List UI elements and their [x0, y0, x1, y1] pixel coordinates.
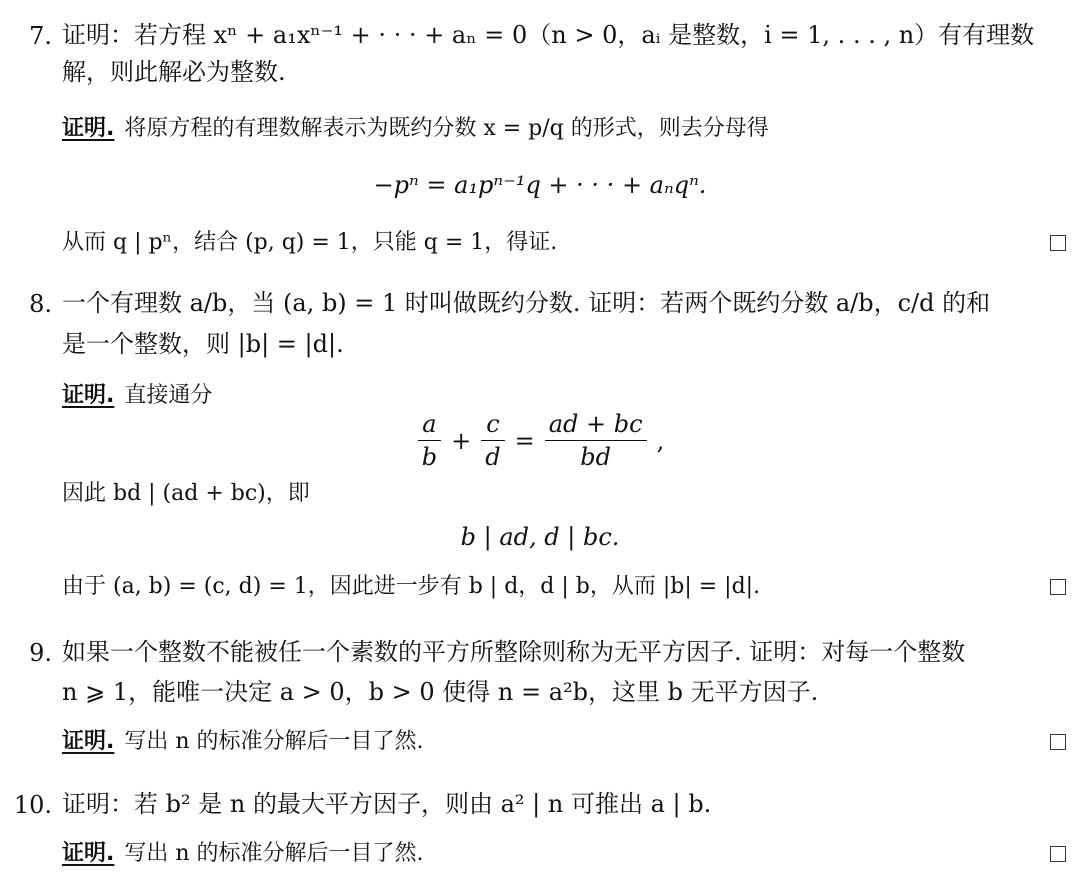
problem-number: 8.	[29, 290, 52, 318]
fraction-numerator: a	[418, 410, 441, 441]
proof-heading: 证明.	[62, 729, 115, 754]
problem-number: 9.	[29, 639, 52, 667]
fraction-numerator: c	[481, 410, 504, 441]
proof-text: 将原方程的有理数解表示为既约分数 x = p/q 的形式，则去分母得	[124, 116, 769, 141]
equals-sign: =	[514, 426, 535, 455]
proof-text: 从而 q | pⁿ，结合 (p, q) = 1，只能 q = 1，得证.	[62, 230, 558, 255]
plus-sign: +	[451, 426, 472, 455]
fraction-denominator: b	[421, 443, 438, 471]
proof-intro	[62, 115, 1067, 143]
qed-square-icon	[1050, 734, 1066, 750]
display-fraction-equation	[0, 410, 1080, 471]
fraction	[481, 410, 504, 471]
problem-statement-line: 证明：若方程 xⁿ + a₁xⁿ⁻¹ + · · · + aₙ = 0（n > 0，aᵢ 是整数，i = 1, . . . , n）有有理数	[62, 21, 1035, 49]
qed-square-icon	[1050, 579, 1066, 595]
display-equation: b | ad, d | bc.	[460, 523, 620, 551]
problem-statement-line: 如果一个整数不能被任一个素数的平方所整除则称为无平方因子. 证明：对每一个整数	[62, 638, 966, 666]
proof-text: 直接通分	[124, 383, 213, 408]
proof-intro	[62, 840, 1067, 868]
problem-number: 10.	[13, 791, 52, 819]
proof-heading: 证明.	[62, 383, 115, 408]
problem-statement-line: 证明：若 b² 是 n 的最大平方因子，则由 a² | n 可推出 a | b.	[62, 790, 712, 818]
proof-heading: 证明.	[62, 116, 115, 141]
fraction-denominator: d	[485, 443, 501, 471]
fraction	[545, 410, 647, 471]
proof-text: 因此 bd | (ad + bc)，即	[62, 481, 310, 506]
proof-heading: 证明.	[62, 841, 115, 866]
proof-intro	[62, 382, 1067, 410]
qed-square-icon	[1050, 235, 1066, 251]
trailing-comma: ,	[656, 426, 665, 455]
problem-statement-line: 一个有理数 a/b，当 (a, b) = 1 时叫做既约分数. 证明：若两个既约分数 a/b，c/d 的和	[62, 289, 991, 317]
problem-statement-line: 是一个整数，则 |b| = |d|.	[62, 330, 344, 358]
fraction-numerator: ad + bc	[545, 410, 647, 441]
problem-number: 7.	[29, 22, 52, 50]
proof-text: 写出 n 的标准分解后一目了然.	[124, 729, 424, 754]
display-equation: −pⁿ = a₁pⁿ⁻¹q + · · · + aₙqⁿ.	[373, 171, 707, 199]
proof-text: 由于 (a, b) = (c, d) = 1，因此进一步有 b | d，d | b，从而 |b| = |d|.	[62, 574, 761, 599]
proof-text: 写出 n 的标准分解后一目了然.	[124, 841, 424, 866]
fraction-denominator: bd	[580, 443, 612, 471]
qed-square-icon	[1050, 846, 1066, 862]
problem-statement-line: n ⩾ 1，能唯一决定 a > 0，b > 0 使得 n = a²b，这里 b 无平方因子.	[62, 678, 819, 706]
problem-statement-line: 解，则此解必为整数.	[62, 58, 286, 86]
proof-intro	[62, 728, 1067, 756]
fraction	[418, 410, 441, 471]
